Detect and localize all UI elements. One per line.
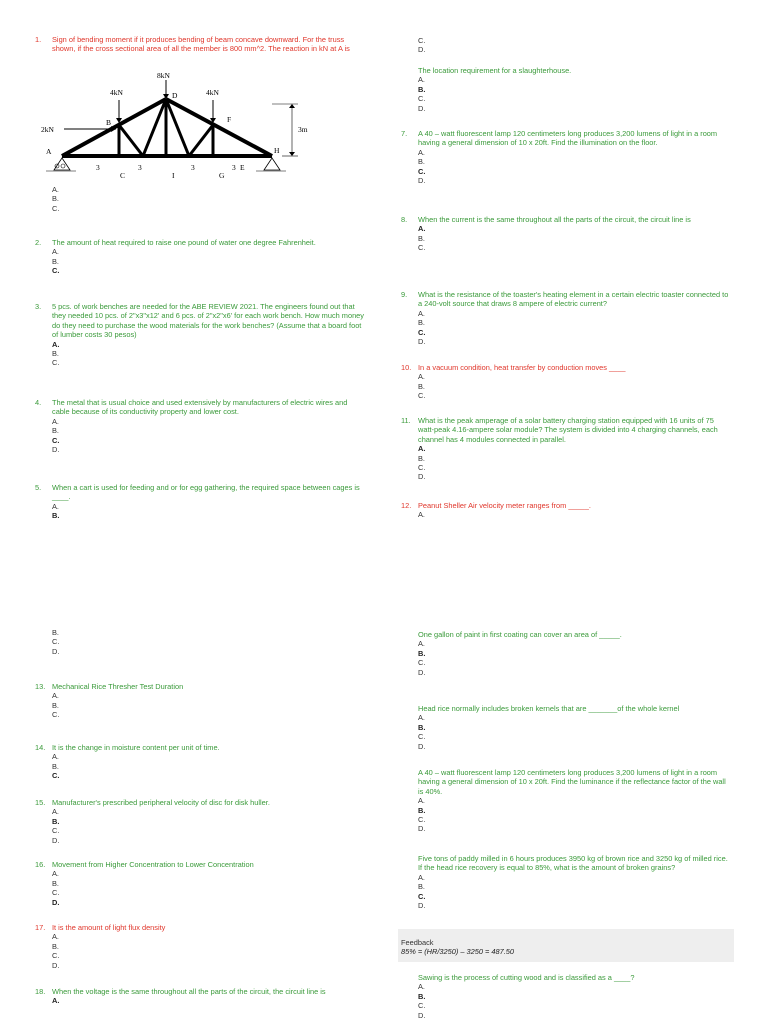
answer-option[interactable]: A. <box>418 510 425 520</box>
answer-option[interactable]: B. <box>418 805 426 815</box>
answer-option[interactable]: C. <box>52 888 60 898</box>
answer-option[interactable]: D. <box>52 960 60 970</box>
node-h: H <box>274 146 280 155</box>
answer-options <box>401 982 731 1020</box>
answer-option[interactable]: C. <box>418 166 426 176</box>
answer-option[interactable]: C. <box>52 435 60 445</box>
answer-option[interactable]: C. <box>418 732 426 742</box>
question-text: When the voltage is the same throughout all the parts of the circuit, the circuit line is <box>52 987 326 996</box>
answer-option[interactable]: A. <box>418 147 425 157</box>
answer-option[interactable]: D. <box>418 103 426 113</box>
answer-option[interactable]: A. <box>52 185 59 194</box>
answer-options <box>35 340 365 368</box>
answer-option[interactable]: C. <box>52 266 60 276</box>
answer-options <box>401 796 731 834</box>
node-e: E <box>240 163 245 172</box>
question-number: 7. <box>401 129 408 138</box>
question-number: 18. <box>35 987 46 996</box>
answer-options <box>35 996 365 1005</box>
span-3: 3 <box>191 163 195 172</box>
load-4kn-left: 4kN <box>110 88 123 97</box>
node-a: A <box>46 147 52 156</box>
height-label: 3m <box>298 125 308 134</box>
question-4 <box>35 398 365 454</box>
question-number: 2. <box>35 238 42 247</box>
answer-option[interactable]: A. <box>52 807 59 817</box>
question-8 <box>401 215 731 253</box>
answer-option[interactable]: A. <box>52 752 59 762</box>
question-text: The location requirement for a slaughterhouse. <box>418 66 572 75</box>
answer-option[interactable]: C. <box>52 826 60 836</box>
answer-option[interactable]: A. <box>418 639 425 649</box>
node-c: C <box>120 171 126 180</box>
question-15 <box>35 798 365 845</box>
answer-options <box>35 752 365 780</box>
question-number: 13. <box>35 682 46 691</box>
answer-option[interactable]: D. <box>418 337 426 347</box>
question-luminance <box>401 768 731 834</box>
answer-option[interactable]: C. <box>418 327 426 337</box>
load-2kn: 2kN <box>41 125 54 134</box>
question-text: Five tons of paddy milled in 6 hours produces 3950 kg of brown rice and 3250 kg of milled rice. If the head rice recovery is equal to 85%, what is the amount of broken grains? <box>418 854 728 873</box>
load-4kn-right: 4kN <box>206 88 219 97</box>
question-10 <box>401 363 731 401</box>
answer-option[interactable]: D. <box>418 901 426 911</box>
answer-option[interactable]: D. <box>418 45 426 55</box>
question-14 <box>35 743 365 781</box>
span-4: 3 <box>232 163 236 172</box>
answer-options <box>401 148 731 186</box>
answer-options <box>35 807 365 845</box>
span-1: 3 <box>96 163 100 172</box>
question-number: 15. <box>35 798 46 807</box>
span-2: 3 <box>138 163 142 172</box>
answer-option[interactable]: C. <box>52 358 60 368</box>
answer-option[interactable]: B. <box>52 878 59 888</box>
answer-option[interactable]: C. <box>52 203 60 213</box>
answer-option[interactable]: B. <box>418 157 425 167</box>
answer-option[interactable]: B. <box>418 991 426 1001</box>
answer-options <box>35 417 365 455</box>
answer-option[interactable]: D. <box>52 445 60 455</box>
answer-options <box>401 75 731 113</box>
answer-option[interactable]: A. <box>52 996 60 1006</box>
answer-option[interactable]: B. <box>418 722 426 732</box>
question-1 <box>35 35 365 54</box>
answer-option[interactable]: A. <box>418 75 425 85</box>
answer-option[interactable]: D. <box>418 176 426 186</box>
question-number: 12. <box>401 501 412 510</box>
answer-option[interactable]: A. <box>52 869 59 879</box>
answer-option[interactable]: C. <box>418 658 426 668</box>
answer-options <box>35 691 365 719</box>
answer-option[interactable]: C. <box>52 710 60 720</box>
answer-option[interactable]: C. <box>418 391 426 401</box>
answer-options <box>401 639 731 677</box>
question-12 <box>401 501 731 520</box>
answer-option[interactable]: C. <box>418 94 426 104</box>
answer-options <box>401 444 731 482</box>
question-text: Sawing is the process of cutting wood and is classified as a ____? <box>418 973 635 982</box>
feedback-body: 85% = (HR/3250) – 3250 = 487.50 <box>401 947 514 957</box>
question-5-continued <box>35 628 365 656</box>
truss-diagram <box>36 70 326 190</box>
answer-option[interactable]: A. <box>52 501 59 511</box>
question-13 <box>35 682 365 720</box>
answer-option[interactable]: D. <box>52 835 60 845</box>
answer-option[interactable]: A. <box>418 796 425 806</box>
answer-option[interactable]: A. <box>418 982 425 992</box>
answer-option[interactable]: B. <box>52 628 59 637</box>
question-3 <box>35 302 365 368</box>
answer-option[interactable]: A. <box>52 691 59 701</box>
answer-option[interactable]: B. <box>52 256 59 266</box>
answer-option[interactable]: B. <box>52 511 60 521</box>
answer-options <box>401 224 731 252</box>
question-6-options <box>401 36 731 55</box>
answer-option[interactable]: B. <box>52 761 59 771</box>
answer-option[interactable]: B. <box>418 381 425 391</box>
question-16 <box>35 860 365 907</box>
answer-option[interactable]: B. <box>52 426 59 436</box>
answer-option[interactable]: D. <box>418 1010 426 1020</box>
answer-option[interactable]: B. <box>418 318 425 328</box>
answer-option[interactable]: A. <box>52 339 60 349</box>
question-paint <box>401 630 731 677</box>
question-number: 11. <box>401 416 411 425</box>
node-i: I <box>172 171 175 180</box>
answer-option[interactable]: B. <box>52 349 59 359</box>
answer-option[interactable]: C. <box>418 815 426 825</box>
question-text: What is the peak amperage of a solar battery charging station equipped with 16 units of 75 watt-peak 4.16-ampere solar module? The system is divided into 4 charging channels, each channel has 4 modules connected in parallel. <box>418 416 718 444</box>
answer-options <box>35 932 365 970</box>
answer-option[interactable]: A. <box>418 872 425 882</box>
question-broken-grains <box>401 854 731 910</box>
answer-option[interactable]: C. <box>418 463 426 473</box>
answer-option[interactable]: D. <box>418 667 426 677</box>
answer-options <box>401 510 731 519</box>
question-number: 3. <box>35 302 42 311</box>
question-number: 17. <box>35 923 46 932</box>
question-slaughterhouse <box>401 66 731 113</box>
question-7 <box>401 129 731 185</box>
answer-option[interactable]: B. <box>418 648 426 658</box>
answer-options <box>401 309 731 347</box>
answer-option[interactable]: C. <box>418 891 426 901</box>
question-text: A 40 – watt fluorescent lamp 120 centimeters long produces 3,200 lumens of light in a room having a general dimension of 10 x 20ft. Find the illumination on the floor. <box>418 129 718 148</box>
question-17 <box>35 923 365 970</box>
answer-options <box>35 502 365 521</box>
question-text: What is the resistance of the toaster's heating element in a certain electric toaster connected to a 240-volt source that draws 8 ampere of electric current? <box>418 290 729 309</box>
question-number: 10. <box>401 363 412 372</box>
question-5 <box>35 483 365 521</box>
answer-option[interactable]: A. <box>52 247 59 257</box>
answer-option[interactable]: B. <box>418 453 425 463</box>
answer-option[interactable]: A. <box>418 308 425 318</box>
question-text: Mechanical Rice Thresher Test Duration <box>52 682 184 691</box>
question-text: The metal that is usual choice and used extensively by manufacturers of electric wires and cable because of its conductivity property and lower cost. <box>52 398 348 417</box>
question-text: It is the change in moisture content per unit of time. <box>52 743 220 752</box>
question-text: Head rice normally includes broken kernels that are _______of the whole kernel <box>418 704 680 713</box>
answer-option[interactable]: B. <box>418 233 425 243</box>
node-f: F <box>227 115 232 124</box>
question-sawing <box>401 973 731 1020</box>
feedback-box <box>398 929 734 962</box>
answer-options <box>35 185 365 213</box>
answer-option[interactable]: A. <box>52 416 59 426</box>
question-number: 4. <box>35 398 42 407</box>
answer-option[interactable]: D. <box>418 472 426 482</box>
question-head-rice <box>401 704 731 751</box>
answer-option[interactable]: A. <box>52 932 59 942</box>
question-text: In a vacuum condition, heat transfer by conduction moves ____ <box>418 363 626 372</box>
answer-option[interactable]: B. <box>52 194 59 204</box>
question-11 <box>401 416 731 482</box>
answer-option[interactable]: C. <box>418 243 426 253</box>
question-text: When the current is the same throughout all the parts of the circuit, the circuit line is <box>418 215 691 224</box>
question-text: A 40 – watt fluorescent lamp 120 centimeters long produces 3,200 lumens of light in a room having a general dimension of 10 x 20ft. Find the luminance if the reflectance factor of the wall is 40%. <box>418 768 726 796</box>
question-number: 5. <box>35 483 42 492</box>
feedback-title: Feedback <box>401 938 434 947</box>
question-18 <box>35 987 365 1006</box>
question-2 <box>35 238 365 276</box>
answer-option[interactable]: B. <box>52 941 59 951</box>
question-text: Peanut Sheller Air velocity meter ranges from _____. <box>418 501 591 510</box>
answer-option[interactable]: C. <box>52 951 60 961</box>
question-text: One gallon of paint in first coating can cover an area of _____. <box>418 630 622 639</box>
answer-option[interactable]: B. <box>418 882 425 892</box>
answer-option[interactable]: D. <box>418 824 426 834</box>
question-number: 9. <box>401 290 408 299</box>
load-8kn: 8kN <box>157 71 170 80</box>
question-text: Movement from Higher Concentration to Lower Concentration <box>52 860 254 869</box>
answer-option[interactable]: C. <box>52 637 60 647</box>
answer-options <box>401 36 731 55</box>
answer-options <box>401 372 731 400</box>
answer-option[interactable]: A. <box>418 372 425 382</box>
answer-option[interactable]: B. <box>52 700 59 710</box>
answer-options <box>35 247 365 275</box>
question-text: 5 pcs. of work benches are needed for the ABE REVIEW 2021. The engineers found out that they needed 10 pcs. of 2"x3"x12' and 6 pcs. of 2"x2"x6' for each work bench. How much money do they need to purchase the wood materials for the work benches? (Assume that a board foot of lumber costs 30 pesos) <box>52 302 364 340</box>
question-number: 16. <box>35 860 46 869</box>
answer-options <box>401 713 731 751</box>
answer-option[interactable]: D. <box>52 897 60 907</box>
question-text: Sign of bending moment if it produces bending of beam concave downward. For the truss shown, if the cross sectional area of all the member is 800 mm^2. The reaction in kN at A is <box>52 35 350 54</box>
answer-options <box>35 628 365 656</box>
question-text: It is the amount of light flux density <box>52 923 166 932</box>
question-9 <box>401 290 731 346</box>
question-text: The amount of heat required to raise one pound of water one degree Fahrenheit. <box>52 238 316 247</box>
answer-option[interactable]: D. <box>52 646 60 656</box>
answer-options <box>35 869 365 907</box>
node-g: G <box>219 171 225 180</box>
answer-option[interactable]: C. <box>418 1001 426 1011</box>
answer-option[interactable]: D. <box>418 741 426 751</box>
question-number: 8. <box>401 215 408 224</box>
answer-option[interactable]: A. <box>418 444 426 454</box>
answer-options <box>401 873 731 911</box>
answer-option[interactable]: B. <box>418 84 426 94</box>
node-d: D <box>172 91 178 100</box>
answer-option[interactable]: B. <box>52 816 60 826</box>
question-1-options <box>35 185 365 213</box>
question-number: 14. <box>35 743 46 752</box>
question-number: 1. <box>35 35 42 44</box>
answer-option[interactable]: C. <box>52 771 60 781</box>
answer-option[interactable]: A. <box>418 224 426 234</box>
question-text: When a cart is used for feeding and or for egg gathering, the required space between cages is ____. <box>52 483 360 502</box>
question-text: Manufacturer's prescribed peripheral velocity of disc for disk huller. <box>52 798 270 807</box>
node-b: B <box>106 118 112 127</box>
answer-option[interactable]: A. <box>418 713 425 723</box>
answer-option[interactable]: C. <box>418 36 426 45</box>
